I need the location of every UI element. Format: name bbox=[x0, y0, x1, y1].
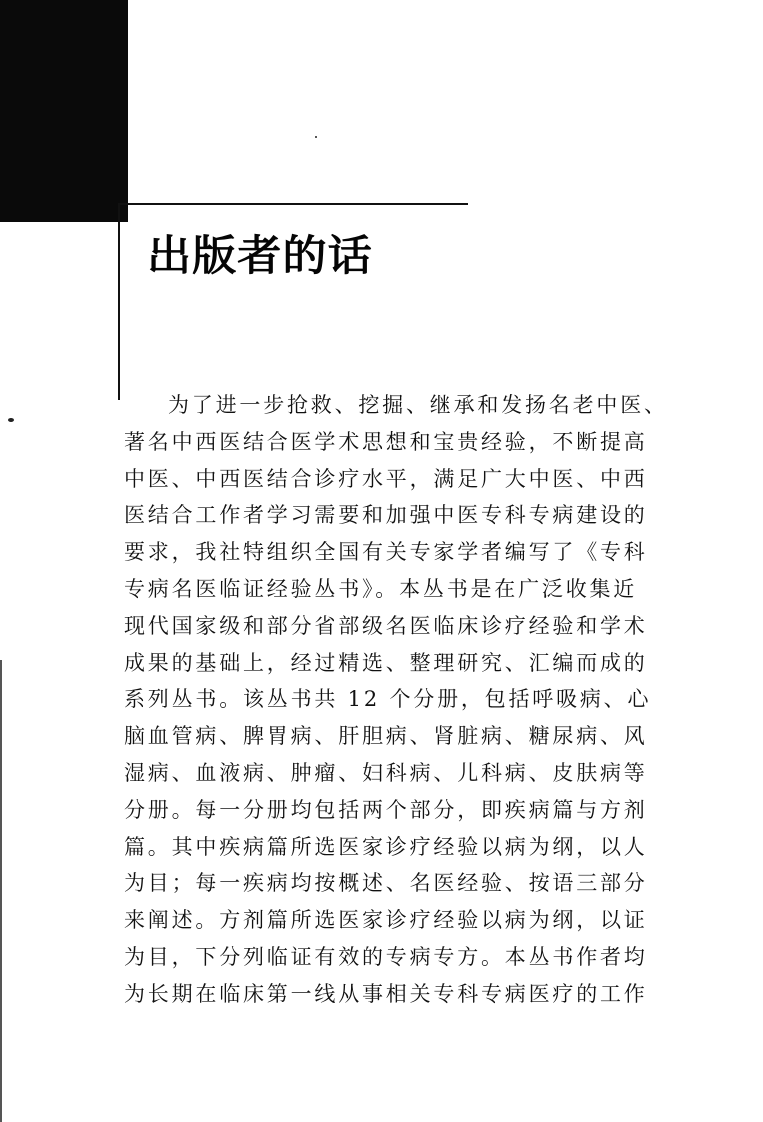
paragraph-line: 分册。每一分册均包括两个部分，即疾病篇与方剂 bbox=[124, 797, 648, 822]
paragraph-line: 为长期在临床第一线从事相关专科专病医疗的工作 bbox=[124, 981, 648, 1006]
paragraph-line: 成果的基础上，经过精选、整理研究、汇编而成的 bbox=[124, 650, 648, 675]
scan-speck bbox=[8, 418, 14, 422]
paragraph-line: 为目，下分列临证有效的专病专方。本丛书作者均 bbox=[124, 944, 648, 969]
paragraph-line: 专病名医临证经验丛书》。本丛书是在广泛收集近 bbox=[124, 576, 638, 601]
paragraph-line: 要求，我社特组织全国有关专家学者编写了《专科 bbox=[124, 540, 648, 565]
body-paragraph bbox=[124, 387, 668, 1013]
paragraph-line: 现代国家级和部分省部级名医临床诊疗经验和学术 bbox=[124, 613, 648, 638]
page-title: 出版者的话 bbox=[147, 231, 373, 280]
paragraph-line: 著名中西医结合医学术思想和宝贵经验，不断提高 bbox=[124, 429, 648, 454]
header-rule-horizontal bbox=[118, 203, 468, 205]
paragraph-line: 为目；每一疾病均按概述、名医经验、按语三部分 bbox=[124, 871, 648, 896]
scan-speck bbox=[315, 136, 317, 138]
header-rule-vertical bbox=[118, 205, 120, 400]
paragraph-line: 医结合工作者学习需要和加强中医专科专病建设的 bbox=[124, 503, 648, 528]
paragraph-line: 脑血管病、脾胃病、肝胆病、肾脏病、糖尿病、风 bbox=[124, 724, 648, 749]
paragraph-line: 来阐述。方剂篇所选医家诊疗经验以病为纲，以证 bbox=[124, 908, 648, 933]
scan-edge-mark bbox=[0, 660, 2, 1122]
decorative-black-block bbox=[0, 0, 128, 222]
paragraph-line: 中医、中西医结合诊疗水平，满足广大中医、中西 bbox=[124, 466, 648, 491]
paragraph-line: 系列丛书。该丛书共 12 个分册，包括呼吸病、心 bbox=[124, 687, 652, 712]
paragraph-line: 湿病、血液病、肿瘤、妇科病、儿科病、皮肤病等 bbox=[124, 760, 648, 785]
paragraph-line: 为了进一步抢救、挖掘、继承和发扬名老中医、 bbox=[168, 393, 668, 417]
paragraph-line: 篇。其中疾病篇所选医家诊疗经验以病为纲，以人 bbox=[124, 834, 648, 859]
